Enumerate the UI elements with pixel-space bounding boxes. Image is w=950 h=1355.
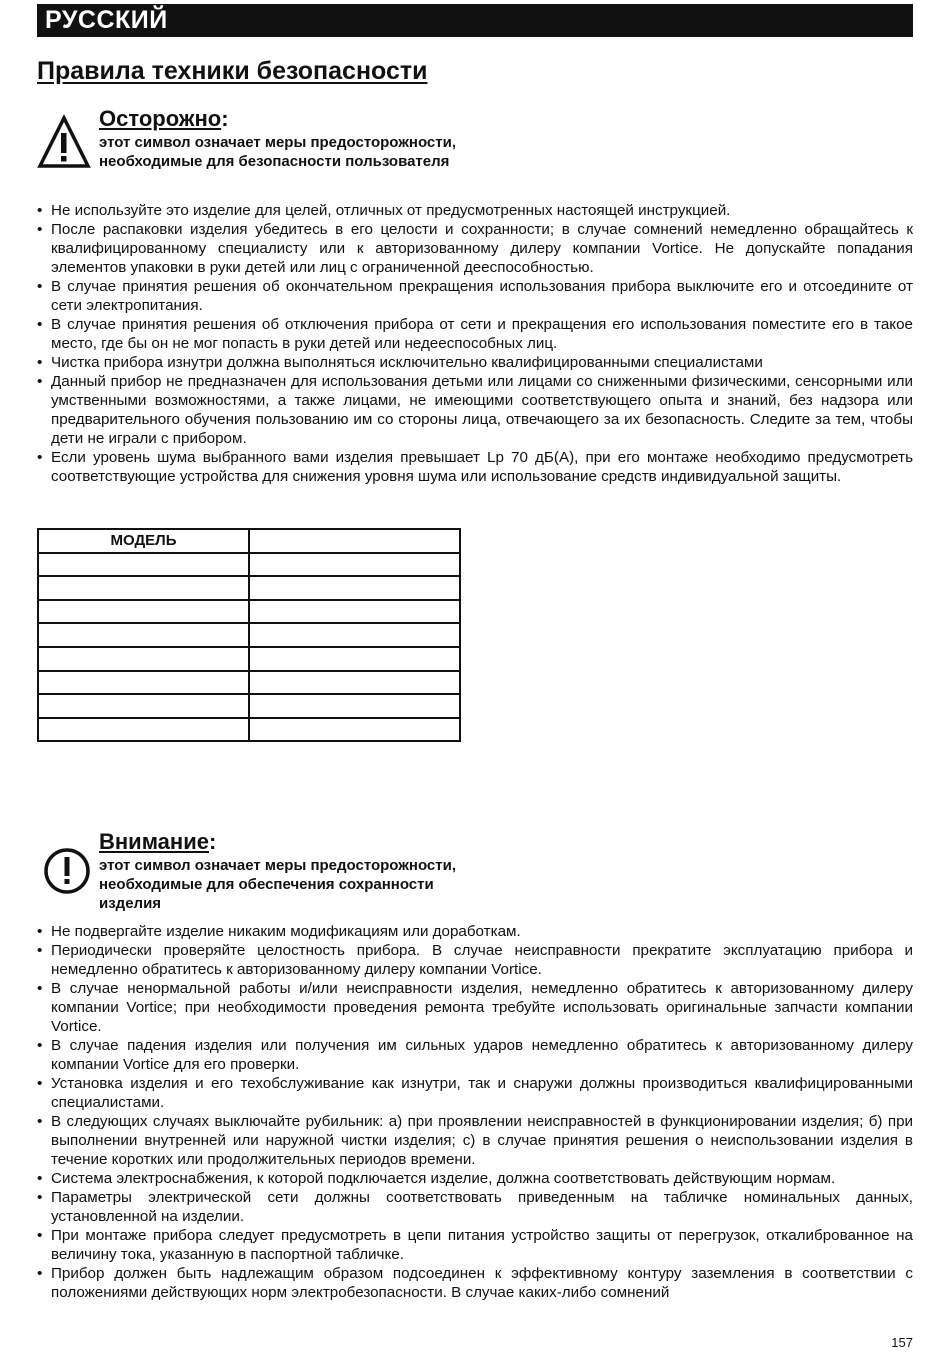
list-item: • Периодически проверяйте целостность прибора. В случае неисправности прекратите эксплуатацию прибора и немедленно обратитесь к авторизованному дилеру компании Vortice.: [37, 941, 913, 979]
model-name-cell: [38, 623, 249, 647]
model-value-cell: [249, 600, 460, 624]
list-item: • В случае ненормальной работы и/или неисправности изделия, немедленно обратитесь к авторизованному дилеру компании Vortice; при необходимости проведения ремонта требуйте использовать оригинальные запчасти компании Vortice.: [37, 979, 913, 1036]
model-table: [37, 528, 461, 742]
list-item: • В случае принятия решения об отключения прибора от сети и прекращения его использования поместите его в такое место, где бы он не мог попасть в руки детей или недееспособных лиц.: [37, 315, 913, 353]
caution-description: этот символ означает меры предосторожности, необходимые для безопасности пользователя: [99, 134, 457, 170]
table-row: [38, 553, 460, 577]
attention-list: [37, 922, 913, 1302]
model-value-cell: [249, 623, 460, 647]
attention-block: [37, 829, 917, 919]
list-item: • Установка изделия и его техобслуживание как изнутри, так и снаружи должны производиться квалифицированными специалистами.: [37, 1074, 913, 1112]
table-row: [38, 623, 460, 647]
list-item: • Не подвергайте изделие никаким модификациям или доработкам.: [37, 922, 913, 941]
model-value-cell: [249, 529, 460, 553]
list-item: • Не используйте это изделие для целей, отличных от предусмотренных настоящей инструкцией.: [37, 201, 913, 220]
language-header: РУССКИЙ: [37, 4, 913, 37]
attention-header: [99, 829, 459, 913]
model-name-cell: [38, 647, 249, 671]
caution-header: [99, 106, 459, 171]
list-item: • В случае принятия решения об окончательном прекращения использования прибора выключите его и отсоедините от сети электропитания.: [37, 277, 913, 315]
list-item: • Система электроснабжения, к которой подключается изделие, должна соответствовать действующим нормам.: [37, 1169, 913, 1188]
caution-heading: Осторожно:: [99, 106, 229, 131]
model-name-cell: [38, 576, 249, 600]
caution-block: [37, 106, 917, 196]
table-row: [38, 694, 460, 718]
model-value-cell: [249, 671, 460, 695]
table-row: [38, 718, 460, 742]
page-title: Правила техники безопасности: [37, 57, 428, 85]
list-item: • Чистка прибора изнутри должна выполняться исключительно квалифицированными специалистами: [37, 353, 913, 372]
attention-description: этот символ означает меры предосторожности, необходимые для обеспечения сохранности изделия: [99, 857, 457, 912]
list-item: • В случае падения изделия или получения им сильных ударов немедленно обратитесь к авторизованному дилеру компании Vortice для его проверки.: [37, 1036, 913, 1074]
table-row: [38, 647, 460, 671]
model-name-cell: [38, 694, 249, 718]
model-value-cell: [249, 718, 460, 742]
table-row: [38, 529, 460, 553]
model-header-cell: МОДЕЛЬ: [38, 529, 249, 553]
model-value-cell: [249, 553, 460, 577]
model-value-cell: [249, 694, 460, 718]
page-number: 157: [891, 1335, 913, 1350]
table-row: [38, 576, 460, 600]
model-name-cell: [38, 553, 249, 577]
exclamation-circle-icon: [43, 847, 97, 901]
model-value-cell: [249, 576, 460, 600]
model-name-cell: [38, 671, 249, 695]
list-item: • В следующих случаях выключайте рубильник: а) при проявлении неисправностей в функционировании изделия; б) при выполнении внутренней или наружной чистки изделия; с) в случае принятия решения о неиспользовании изделия в течение коротких или продолжительных периодов времени.: [37, 1112, 913, 1169]
model-name-cell: [38, 718, 249, 742]
caution-list: [37, 201, 913, 486]
list-item: • Данный прибор не предназначен для использования детьми или лицами со сниженными физическими, сенсорными или умственными возможностями, а также лицами, не имеющими соответствующего опыта и знаний, без надзора или предварительного обучения пользованию им со стороны лица, отвечающего за их безопасность. Следите за тем, чтобы дети не играли с прибором.: [37, 372, 913, 448]
warning-triangle-icon: [37, 114, 91, 172]
attention-heading: Внимание:: [99, 829, 217, 854]
list-item: • При монтаже прибора следует предусмотреть в цепи питания устройство защиты от перегрузок, откалиброванное на величину тока, указанную в паспортной табличке.: [37, 1226, 913, 1264]
table-row: [38, 600, 460, 624]
table-row: [38, 671, 460, 695]
list-item: • Прибор должен быть надлежащим образом подсоединен к эффективному контуру заземления в соответствии с положениями действующих норм электробезопасности. В случае каких-либо сомнений: [37, 1264, 913, 1302]
model-value-cell: [249, 647, 460, 671]
list-item: • Если уровень шума выбранного вами изделия превышает Lp 70 дБ(А), при его монтаже необходимо предусмотреть соответствующие устройства для снижения уровня шума или использование средств индивидуальной защиты.: [37, 448, 913, 486]
model-name-cell: [38, 600, 249, 624]
list-item: • Параметры электрической сети должны соответствовать приведенным на табличке номинальных данных, установленной на изделии.: [37, 1188, 913, 1226]
list-item: • После распаковки изделия убедитесь в его целости и сохранности; в случае сомнений немедленно обращайтесь к квалифицированному специалисту или к авторизованному дилеру компании Vortice. Не допускайте попадания элементов упаковки в руки детей или лиц с ограниченной дееспособностью.: [37, 220, 913, 277]
